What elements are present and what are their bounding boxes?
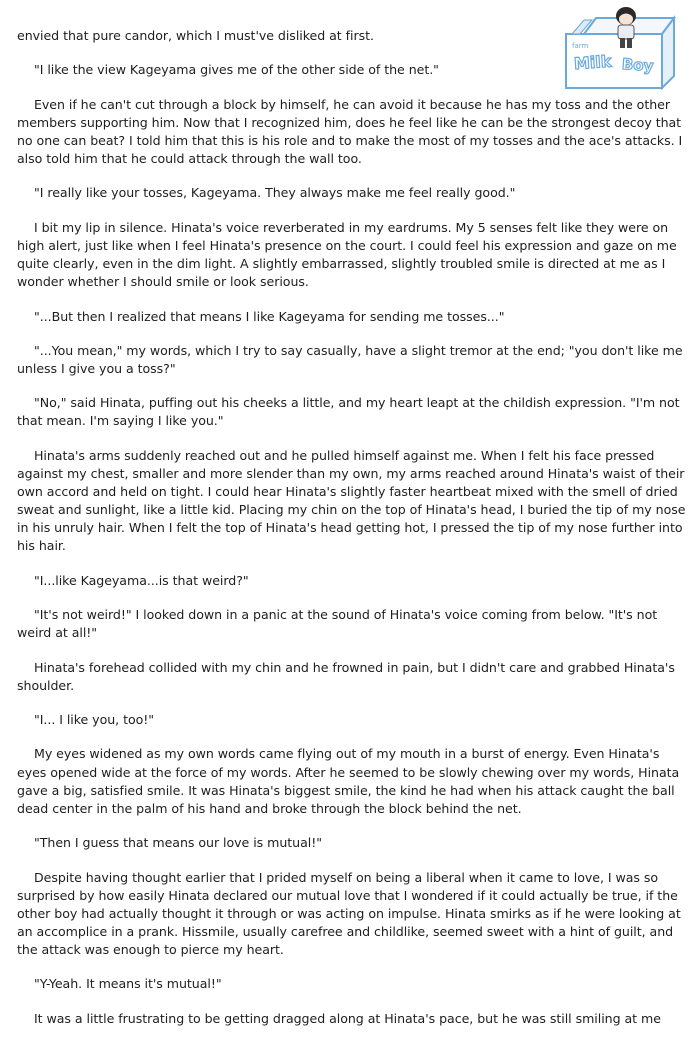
paragraph: "No," said Hinata, puffing out his cheeks a little, and my heart leapt at the childish expression. "I'm not that mean. I'm saying I like you."	[17, 395, 680, 429]
logo-top-word: Milk	[573, 51, 613, 74]
paragraph: "I...like Kageyama...is that weird?"	[34, 572, 249, 588]
paragraph: envied that pure candor, which I must've disliked at first.	[17, 28, 374, 43]
paragraph: "It's not weird!" I looked down in a panic at the sound of Hinata's voice coming from below. "It's not weird at all!"	[17, 607, 658, 641]
paragraph: Despite having thought earlier that I prided myself on being a liberal when it came to love, I was so surprised by how easily Hinata declared our mutual love that I wondered if it could actually be true, if the other boy had actually thought it through or was acting on impulse. Hinata smirks as if he were looking at an accomplice in a prank. Hissmile, usually carefree and childlike, seemed sweet with a hint of guilt, and the attack was enough to pierce my heart.	[17, 869, 681, 957]
paragraph: My eyes widened as my own words came flying out of my mouth in a burst of energy. Even Hinata's eyes opened wide at the force of my words. After he seemed to be slowly chewing over my words, Hinata gave a big, satisfied smile. It was Hinata's biggest smile, the kind he had when his attack caught the ball dead center in the palm of his hand and broke through the block behind the net.	[17, 746, 680, 816]
paragraph: "...But then I realized that means I like Kageyama for sending me tosses..."	[34, 308, 505, 324]
paragraph: "...You mean," my words, which I try to say casually, have a slight tremor at the end; "you don't like me unless I give you a toss?"	[17, 342, 683, 376]
story-text	[17, 27, 687, 1044]
paragraph: "I... I like you, too!"	[34, 712, 155, 728]
logo-bottom-word: Boy	[621, 54, 655, 76]
paragraph: It was a little frustrating to be getting dragged along at Hinata's pace, but he was still smiling at me	[34, 1010, 661, 1026]
paragraph: Even if he can't cut through a block by himself, he can avoid it because he has my toss and the other members supporting him. Now that I recognized him, does he feel like he can be the strongest decoy that no one can beat? I told him that this is his role and to make the most of my tosses and the ace's attacks. I also told him that he could attack through the wall too.	[17, 96, 683, 167]
paragraph: "I like the view Kageyama gives me of the other side of the net."	[34, 62, 439, 78]
paragraph: "Then I guess that means our love is mutual!"	[34, 835, 322, 851]
paragraph: Hinata's arms suddenly reached out and he pulled himself against me. When I felt his face pressed against my chest, smaller and more slender than my own, my arms reached around Hinata's waist of their own accord and held on tight. I could hear Hinata's slightly faster heartbeat mixed with the smell of dried sweat and sunlight, like a little kid. Placing my chin on the top of Hinata's head, I buried the tip of my nose in his unruly hair. When I felt the top of Hinata's head getting hot, I pressed the tip of my nose further into his hair.	[17, 447, 686, 554]
paragraph: "Y-Yeah. It means it's mutual!"	[34, 976, 222, 992]
paragraph: I bit my lip in silence. Hinata's voice reverberated in my eardrums. My 5 senses felt like they were on high alert, just like when I feel Hinata's presence on the court. I could feel his expression and gaze on me quite clearly, even in the dim light. A slightly embarrassed, slightly troubled smile is directed at me as I wonder whether I should smile or look serious.	[17, 219, 677, 290]
logo-small-text: farm	[572, 42, 589, 50]
paragraph: "I really like your tosses, Kageyama. They always make me feel really good."	[34, 185, 516, 201]
paragraph: Hinata's forehead collided with my chin and he frowned in pain, but I didn't care and grabbed Hinata's shoulder.	[17, 659, 675, 693]
